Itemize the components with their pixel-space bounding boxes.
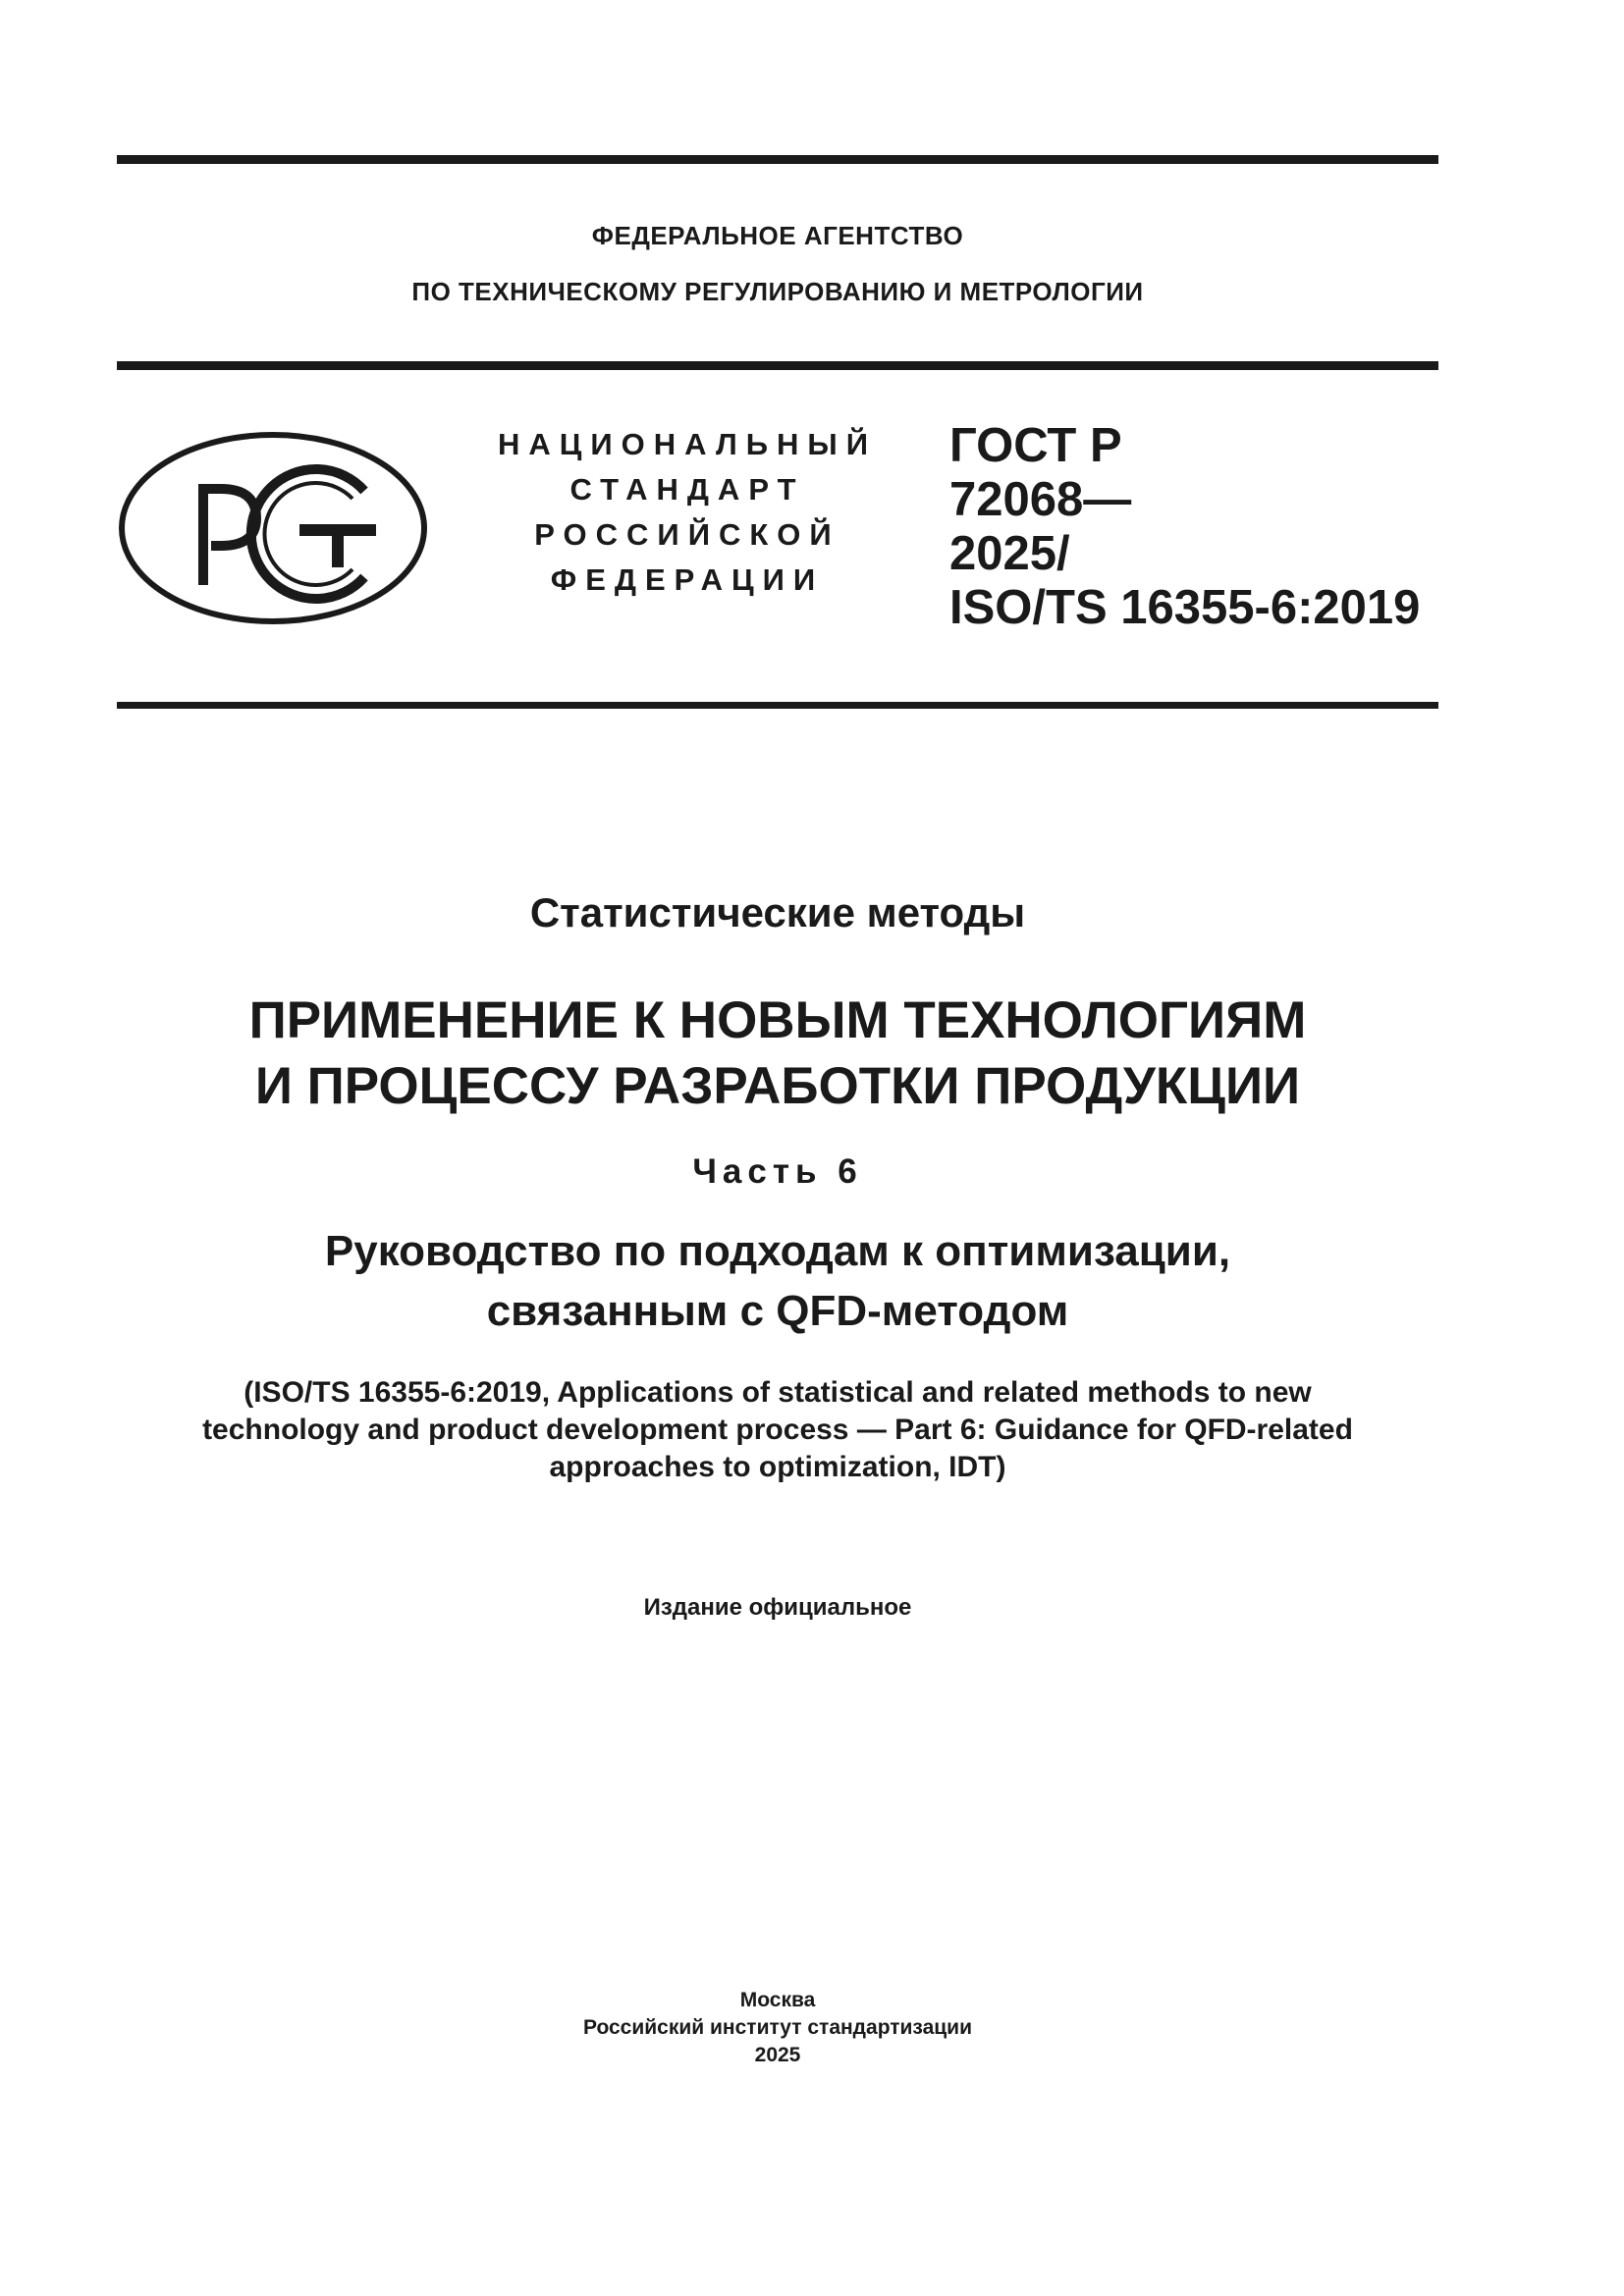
topic-title: Статистические методы (529, 889, 1026, 935)
main-title (117, 988, 1438, 1119)
designation-line-3: 2025/ (949, 527, 1070, 580)
designation-line-4: ISO/TS 16355-6:2019 (949, 581, 1421, 634)
part-title-line-2: связанным с QFD-методом (486, 1287, 1069, 1335)
national-standard-line-2: СТАНДАРТ (569, 472, 805, 507)
designation-line-1: ГОСТ Р (949, 419, 1122, 472)
original-standard-reference (117, 1374, 1438, 1486)
original-line-1: (ISO/TS 16355-6:2019, Applications of statistical and related methods to new (244, 1376, 1312, 1409)
original-line-2: technology and product development process — Part 6: Guidance for QFD-related (202, 1414, 1353, 1446)
imprint-publisher: Российский институт стандартизации (582, 2016, 973, 2039)
original-line-3: approaches to optimization, IDT) (549, 1451, 1006, 1483)
national-standard-label (471, 422, 903, 603)
national-standard-line-3: РОССИЙСКОЙ (534, 517, 840, 552)
header-bottom-rule (117, 702, 1438, 709)
main-title-line-2: И ПРОЦЕССУ РАЗРАБОТКИ ПРОДУКЦИИ (254, 1057, 1301, 1115)
main-title-line-1: ПРИМЕНЕНИЕ К НОВЫМ ТЕХНОЛОГИЯМ (248, 991, 1307, 1049)
imprint-year: 2025 (754, 2044, 801, 2066)
part-title (117, 1221, 1438, 1341)
imprint (117, 1987, 1438, 2069)
rst-logo-icon (117, 430, 429, 626)
agency-line-1: ФЕДЕРАЛЬНОЕ АГЕНТСТВО (591, 221, 964, 250)
standard-designation (949, 419, 1440, 635)
national-standard-line-4: ФЕДЕРАЦИИ (550, 562, 825, 597)
designation-line-2: 72068— (949, 473, 1132, 526)
imprint-city: Москва (739, 1989, 816, 2011)
top-rule (117, 155, 1438, 164)
agency-bottom-rule (117, 361, 1438, 370)
part-number: Часть 6 (692, 1152, 863, 1191)
agency-line-2: ПО ТЕХНИЧЕСКОМУ РЕГУЛИРОВАНИЮ И МЕТРОЛОГИИ (411, 277, 1144, 306)
national-standard-line-1: НАЦИОНАЛЬНЫЙ (497, 427, 878, 461)
part-title-line-1: Руководство по подходам к оптимизации, (324, 1227, 1231, 1275)
edition-label: Издание официальное (643, 1594, 912, 1621)
